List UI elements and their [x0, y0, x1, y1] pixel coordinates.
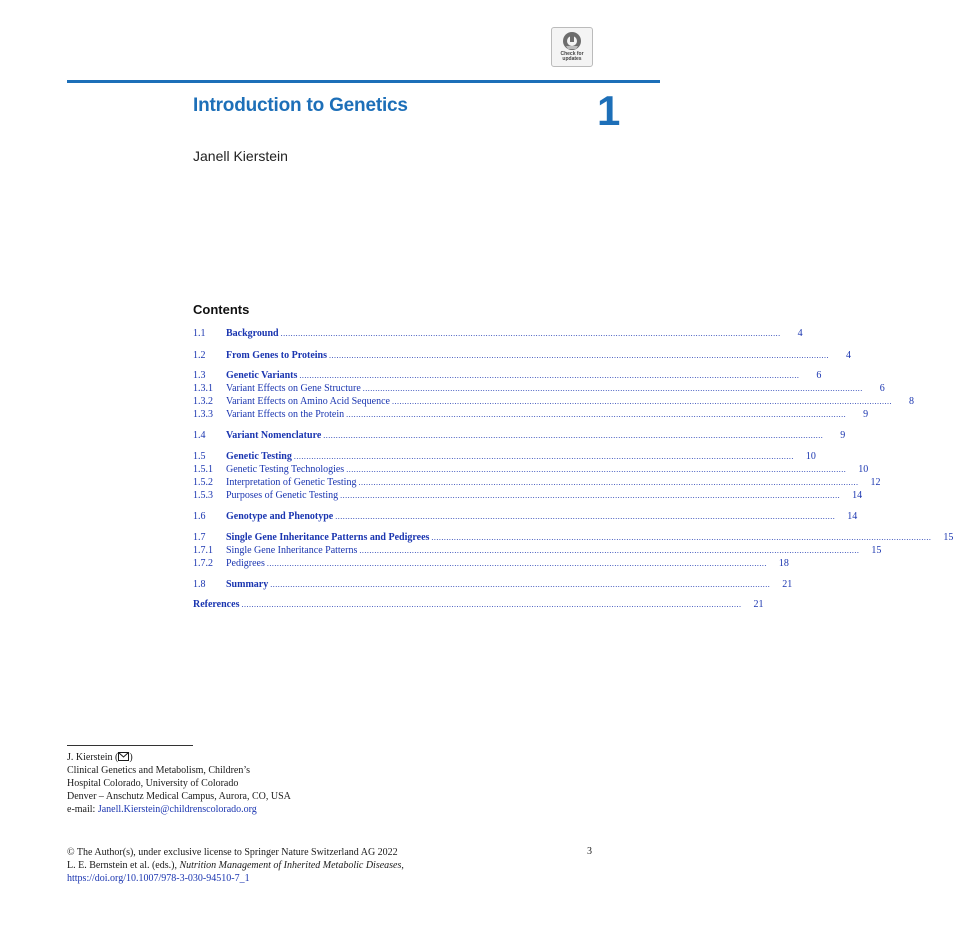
toc-entry-page: 18	[778, 558, 789, 569]
toc-entry-number: 1.6	[193, 511, 206, 522]
chapter-author: Janell Kierstein	[193, 148, 288, 164]
toc-entry-title: From Genes to Proteins	[226, 350, 328, 361]
toc-entry[interactable]	[193, 510, 858, 523]
toc-entry-number: 1.5.3	[193, 490, 213, 501]
toc-entry-page: 10	[858, 464, 869, 475]
toc-entry-title: Genetic Testing	[226, 451, 292, 462]
toc-entry-number: 1.2	[193, 350, 206, 361]
toc-leader-dots: ........................................................................................................................................................................................................	[323, 431, 824, 440]
toc-leader-dots: ........................................................................................................................................................................................................	[346, 410, 847, 419]
toc-leader-dots: ........................................................................................................................................................................................................	[280, 329, 781, 338]
toc-entry[interactable]	[193, 429, 846, 442]
toc-entry[interactable]	[193, 450, 816, 463]
toc-entry-title: Summary	[226, 579, 269, 590]
toc-entry-page: 15	[871, 545, 882, 556]
toc-entry-number: 1.5.1	[193, 464, 213, 475]
toc-entry-title: Single Gene Inheritance Patterns	[226, 545, 358, 556]
toc-leader-dots: ........................................................................................................................................................................................................	[391, 397, 892, 406]
toc-entry-title: Genetic Testing Technologies	[226, 464, 345, 475]
toc-entry-number: 1.1	[193, 328, 206, 339]
page-number: 3	[587, 846, 592, 857]
toc-entry-title: References	[193, 599, 240, 610]
chapter-number: 1	[597, 87, 621, 134]
crossmark-icon	[562, 31, 582, 51]
copyright-line: © The Author(s), under exclusive license to Springer Nature Switzerland AG 2022	[67, 847, 398, 858]
toc-leader-dots: ........................................................................................................................................................................................................	[299, 371, 800, 380]
toc-entry-number: 1.7.1	[193, 545, 213, 556]
badge-label: Check for updates	[560, 51, 584, 62]
toc-leader-dots: ........................................................................................................................................................................................................	[359, 546, 860, 555]
toc-entry[interactable]	[193, 578, 793, 591]
toc-entry-page: 14	[847, 511, 858, 522]
toc-entry-page: 9	[840, 430, 846, 441]
toc-leader-dots: ........................................................................................................................................................................................................	[346, 465, 847, 474]
toc-entry-page: 21	[753, 599, 764, 610]
toc-entry-number: 1.3.1	[193, 383, 213, 394]
check-for-updates-badge[interactable]	[551, 27, 593, 67]
toc-entry-title: Interpretation of Genetic Testing	[226, 477, 357, 488]
toc-entry-page: 12	[870, 477, 881, 488]
toc-entry[interactable]	[193, 408, 869, 421]
toc-entry-page: 10	[805, 451, 816, 462]
toc-leader-dots: ........................................................................................................................................................................................................	[431, 533, 932, 542]
toc-entry-page: 6	[816, 370, 822, 381]
toc-entry[interactable]	[193, 382, 885, 395]
toc-leader-dots: ........................................................................................................................................................................................................	[358, 478, 859, 487]
affiliation-line: Clinical Genetics and Metabolism, Children’s	[67, 765, 251, 776]
toc-entry[interactable]	[193, 557, 789, 570]
toc-entry[interactable]	[193, 489, 863, 502]
toc-entry-title: Pedigrees	[226, 558, 265, 569]
toc-entry-title: Genotype and Phenotype	[226, 511, 334, 522]
author-email-link[interactable]: Janell.Kierstein@childrenscolorado.org	[97, 804, 257, 815]
envelope-icon	[118, 752, 129, 761]
toc-entry-number: 1.3.3	[193, 409, 213, 420]
toc-entry-page: 6	[879, 383, 885, 394]
toc-leader-dots: ........................................................................................................................................................................................................	[293, 452, 794, 461]
toc-leader-dots: ........................................................................................................................................................................................................	[362, 384, 863, 393]
toc-entry-page: 15	[943, 532, 953, 543]
toc-leader-dots: ........................................................................................................................................................................................................	[241, 600, 742, 609]
chapter-header-rule	[67, 80, 660, 83]
toc-leader-dots: ........................................................................................................................................................................................................	[335, 512, 836, 521]
toc-entry-page: 4	[846, 350, 852, 361]
toc-entry-page: 4	[797, 328, 803, 339]
copyright-block: © The Author(s), under exclusive license to Springer Nature Switzerland AG 2022 L. E. Bernstein et al. (eds.), Nutrition Management of Inherited Metabolic Diseases, https://doi.org/10.1007/978-3-030-94510-7_1	[67, 847, 404, 884]
toc-entry-number: 1.7	[193, 532, 206, 543]
toc-entry-title: Purposes of Genetic Testing	[226, 490, 339, 501]
toc-entry-title: Variant Nomenclature	[226, 430, 322, 441]
toc-entry-page: 14	[852, 490, 863, 501]
toc-leader-dots: ........................................................................................................................................................................................................	[329, 351, 830, 360]
toc-entry-number: 1.7.2	[193, 558, 213, 569]
toc-entry[interactable]	[193, 463, 869, 476]
toc-entry-number: 1.5	[193, 451, 206, 462]
book-title: Nutrition Management of Inherited Metabolic Diseases	[179, 860, 402, 871]
toc-entry-title: Variant Effects on Gene Structure	[226, 383, 361, 394]
contents-heading: Contents	[193, 302, 250, 317]
toc-entry-title: Variant Effects on the Protein	[226, 409, 345, 420]
toc-entry[interactable]	[193, 531, 953, 544]
toc-entry-title: Single Gene Inheritance Patterns and Pedigrees	[226, 532, 430, 543]
toc-entry[interactable]	[193, 349, 852, 362]
affiliation-line: Denver – Anschutz Medical Campus, Aurora, CO, USA	[67, 791, 291, 802]
footnote-rule	[67, 745, 193, 746]
toc-entry-title: Genetic Variants	[226, 370, 298, 381]
toc-entry[interactable]	[193, 544, 882, 557]
toc-entry[interactable]	[193, 369, 822, 382]
author-affiliation-footnote: J. Kierstein ( ) Clinical Genetics and Metabolism, Children’s Hospital Colorado, University of Colorado Denver – Anschutz Medical Campus, Aurora, CO, USA e-mail: Janell.Kierstein@childrenscolorado.org	[67, 752, 291, 815]
toc-leader-dots: ........................................................................................................................................................................................................	[270, 580, 771, 589]
toc-entry[interactable]	[193, 476, 881, 489]
toc-entry-page: 9	[863, 409, 869, 420]
toc-entry-number: 1.4	[193, 430, 206, 441]
toc-entry-number: 1.3.2	[193, 396, 213, 407]
toc-entry[interactable]	[193, 395, 914, 408]
toc-entry-number: 1.3	[193, 370, 206, 381]
toc-entry-page: 21	[782, 579, 793, 590]
affiliation-line: Hospital Colorado, University of Colorado	[67, 778, 239, 789]
doi-link[interactable]: https://doi.org/10.1007/978-3-030-94510-7_1	[67, 873, 250, 884]
toc-entry-number: 1.5.2	[193, 477, 213, 488]
toc-leader-dots: ........................................................................................................................................................................................................	[266, 559, 767, 568]
toc-entry[interactable]	[193, 327, 803, 340]
toc-entry-title: Variant Effects on Amino Acid Sequence	[226, 396, 390, 407]
chapter-title: Introduction to Genetics	[193, 95, 408, 116]
toc-leader-dots: ........................................................................................................................................................................................................	[340, 491, 841, 500]
toc-entry-number: 1.8	[193, 579, 206, 590]
toc-entry[interactable]	[193, 598, 764, 611]
toc-entry-page: 8	[908, 396, 914, 407]
toc-entry-title: Background	[226, 328, 279, 339]
